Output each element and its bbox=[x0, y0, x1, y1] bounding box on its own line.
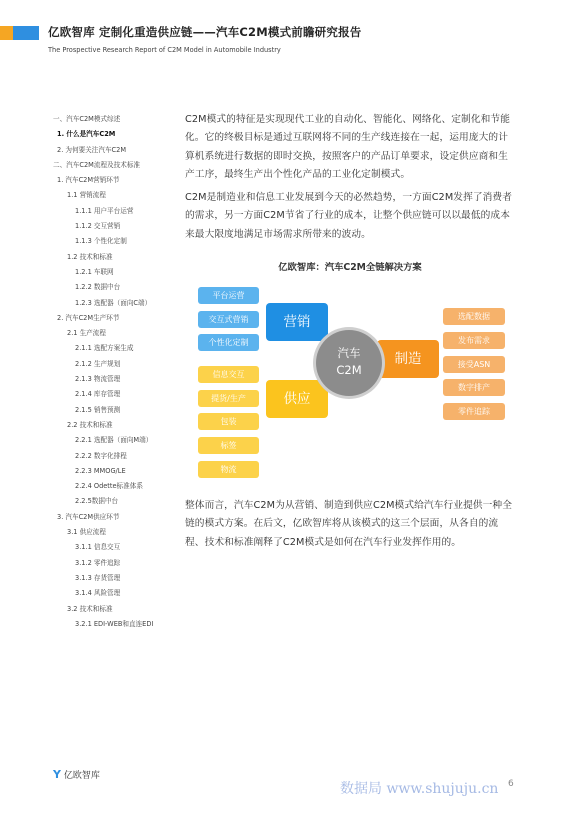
center-label-line2: C2M bbox=[336, 363, 362, 377]
manufacturing-item-2: 发布需求 bbox=[443, 332, 505, 349]
toc-item[interactable]: 3. 汽车C2M供应环节 bbox=[57, 512, 120, 521]
toc-item[interactable]: 1.1.2 交互营销 bbox=[75, 222, 121, 231]
toc-item[interactable]: 2.1.3 物流管理 bbox=[75, 375, 121, 384]
supply-item-4: 标签 bbox=[198, 437, 259, 454]
supply-item-2: 提货/生产 bbox=[198, 390, 259, 407]
toc-item[interactable]: 2.1.2 生产规划 bbox=[75, 359, 121, 368]
toc-item[interactable]: 3.1.4 风险管理 bbox=[75, 589, 121, 598]
toc-item[interactable]: 3.1.1 信息交互 bbox=[75, 543, 121, 552]
supply-item-3: 包装 bbox=[198, 413, 259, 430]
toc-item[interactable]: 1.2.1 车联网 bbox=[75, 267, 114, 276]
table-of-contents bbox=[53, 112, 178, 632]
marketing-item-1: 平台运营 bbox=[198, 287, 259, 304]
toc-item[interactable]: 1.2 技术和标准 bbox=[67, 252, 113, 261]
marketing-item-2: 交互式营销 bbox=[198, 311, 259, 328]
logo-text: 亿欧智库 bbox=[63, 771, 100, 781]
center-label-line1: 汽车 bbox=[337, 346, 361, 360]
toc-item[interactable]: 1.2.3 选配器（面向C端） bbox=[75, 298, 152, 307]
toc-item[interactable]: 3.1 供应流程 bbox=[67, 528, 106, 537]
toc-item[interactable]: 2. 为何要关注汽车C2M bbox=[57, 145, 127, 154]
toc-item[interactable]: 2.2.1 选配器（面向M端） bbox=[75, 436, 153, 445]
toc-item[interactable]: 2.2.4 Odette标准体系 bbox=[75, 482, 143, 491]
manufacturing-item-5: 零件追踪 bbox=[443, 403, 505, 420]
toc-item[interactable]: 1.1.3 个性化定制 bbox=[75, 237, 127, 246]
toc-item[interactable]: 1. 汽车C2M营销环节 bbox=[57, 176, 120, 185]
manufacturing-item-1: 选配数据 bbox=[443, 308, 505, 325]
watermark: 数据局 www.shujuju.cn bbox=[340, 781, 499, 797]
report-title: 亿欧智库 定制化重造供应链——汽车C2M模式前瞻研究报告 bbox=[48, 25, 362, 39]
toc-item[interactable]: 2.2.3 MMOG/LE bbox=[75, 466, 126, 475]
footer-logo bbox=[53, 768, 100, 781]
toc-item[interactable]: 二、汽车C2M流程及技术标准 bbox=[53, 160, 141, 169]
header-accent-orange bbox=[0, 26, 13, 40]
toc-item[interactable]: 3.1.3 存货管理 bbox=[75, 573, 121, 582]
toc-item[interactable]: 1.2.2 数据中台 bbox=[75, 283, 121, 292]
toc-item[interactable]: 2. 汽车C2M生产环节 bbox=[57, 313, 120, 322]
body-paragraph-2: C2M是制造业和信息工业发展到今天的必然趋势，一方面C2M发挥了消费者的需求，另一方面C2M节省了行业的成本，让整个供应链可以以最低的成本来最大限度地满足市场需求所带来的波动。 bbox=[185, 192, 513, 240]
report-subtitle: The Prospective Research Report of C2M Model in Automobile Industry bbox=[48, 46, 281, 54]
marketing-block: 营销 bbox=[266, 303, 328, 341]
toc-item[interactable]: 1. 什么是汽车C2M bbox=[57, 130, 116, 139]
toc-item[interactable]: 3.2 技术和标准 bbox=[67, 604, 113, 613]
toc-item[interactable]: 2.1.5 销售预测 bbox=[75, 405, 121, 414]
toc-item[interactable]: 2.1 生产流程 bbox=[67, 329, 106, 338]
toc-item[interactable]: 2.2 技术和标准 bbox=[67, 420, 113, 429]
supply-item-1: 信息交互 bbox=[198, 366, 259, 383]
page-number: 6 bbox=[508, 779, 514, 789]
header-accent-blue bbox=[13, 26, 39, 40]
toc-item[interactable]: 2.2.2 数字化排程 bbox=[75, 451, 127, 460]
toc-item[interactable]: 2.1.4 库存管理 bbox=[75, 390, 121, 399]
manufacturing-item-3: 接受ASN bbox=[443, 356, 505, 373]
body-paragraph-1: C2M模式的特征是实现现代工业的自动化、智能化、网络化、定制化和节能化。它的终极目标是通过互联网将不同的生产线连接在一起，运用庞大的计算机系统进行数据的即时交换，按照客户的产品订单要求，设定供应商和生产工序，最终生产出个性化产品的工业化定制模式。 bbox=[185, 114, 510, 180]
body-paragraph-3: 整体而言，汽车C2M为从营销、制造到供应C2M模式给汽车行业提供一种全链的模式方案。在后文，亿欧智库将从该模式的这三个层面，从各自的流程、技术和标准阐释了C2M模式是如何在汽车行业发挥作用的。 bbox=[185, 500, 513, 548]
supply-item-5: 物流 bbox=[198, 461, 259, 478]
toc-item[interactable]: 1.1 营销流程 bbox=[67, 191, 106, 200]
toc-item[interactable]: 3.1.2 零件追踪 bbox=[75, 558, 121, 567]
manufacturing-block: 制造 bbox=[377, 340, 439, 378]
toc-item[interactable]: 2.2.5数据中台 bbox=[75, 497, 119, 506]
toc-item[interactable]: 一、汽车C2M模式综述 bbox=[53, 115, 121, 123]
diagram-title: 亿欧智库：汽车C2M全链解决方案 bbox=[278, 262, 422, 273]
toc-item[interactable]: 1.1.1 用户平台运营 bbox=[75, 206, 134, 215]
manufacturing-item-4: 数字排产 bbox=[443, 379, 505, 396]
supply-block: 供应 bbox=[266, 380, 328, 418]
c2m-center-circle bbox=[316, 330, 382, 396]
toc-item[interactable]: 2.1.1 选配方案生成 bbox=[75, 344, 134, 353]
logo-mark-icon: Y bbox=[53, 768, 61, 781]
marketing-item-3: 个性化定制 bbox=[198, 334, 259, 351]
toc-item[interactable]: 3.2.1 EDI-WEB和直连EDI bbox=[75, 619, 154, 628]
